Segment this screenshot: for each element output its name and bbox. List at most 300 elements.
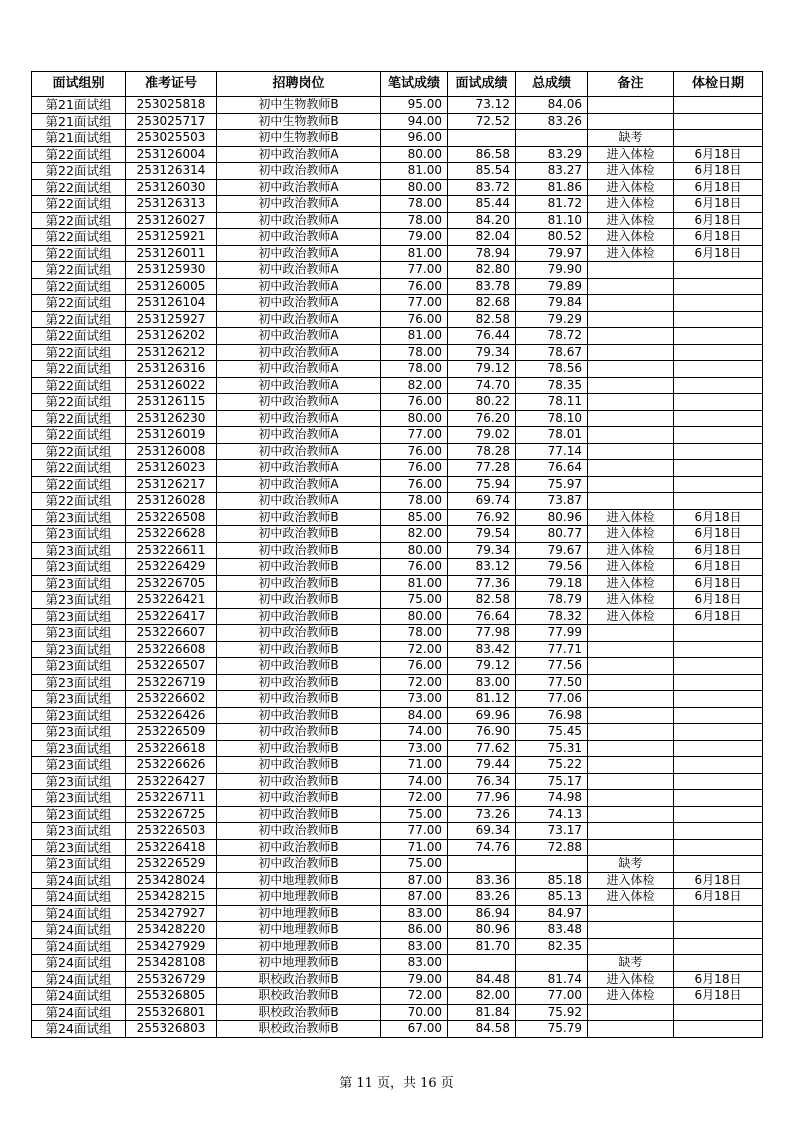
- cell-remark: [588, 806, 674, 823]
- cell-total-score: 72.88: [516, 839, 588, 856]
- cell-interview-group: 第23面试组: [32, 526, 126, 543]
- cell-interview-score: 85.44: [448, 196, 516, 213]
- cell-position: 初中政治教师B: [217, 559, 381, 576]
- cell-interview-score: 69.34: [448, 823, 516, 840]
- cell-position: 初中政治教师B: [217, 806, 381, 823]
- cell-exam-date: 6月18日: [674, 245, 763, 262]
- cell-remark: [588, 938, 674, 955]
- cell-interview-score: 82.58: [448, 592, 516, 609]
- cell-position: 初中政治教师A: [217, 377, 381, 394]
- cell-interview-group: 第23面试组: [32, 790, 126, 807]
- cell-exam-date: [674, 97, 763, 114]
- cell-ticket-number: 253428024: [126, 872, 217, 889]
- cell-ticket-number: 253226418: [126, 839, 217, 856]
- cell-written-score: 82.00: [381, 377, 448, 394]
- table-row: [32, 872, 763, 889]
- cell-written-score: 83.00: [381, 955, 448, 972]
- cell-total-score: 83.48: [516, 922, 588, 939]
- cell-total-score: 81.86: [516, 179, 588, 196]
- cell-total-score: 78.01: [516, 427, 588, 444]
- cell-exam-date: [674, 113, 763, 130]
- cell-total-score: 83.27: [516, 163, 588, 180]
- cell-interview-score: 76.20: [448, 410, 516, 427]
- table-row: [32, 295, 763, 312]
- cell-written-score: 76.00: [381, 559, 448, 576]
- cell-position: 初中政治教师B: [217, 641, 381, 658]
- cell-remark: [588, 443, 674, 460]
- table-row: [32, 988, 763, 1005]
- cell-exam-date: [674, 806, 763, 823]
- cell-total-score: 77.50: [516, 674, 588, 691]
- table-row: [32, 806, 763, 823]
- table-row: [32, 724, 763, 741]
- cell-position: 初中政治教师B: [217, 724, 381, 741]
- cell-interview-group: 第22面试组: [32, 361, 126, 378]
- table-row: [32, 130, 763, 147]
- cell-interview-score: 77.36: [448, 575, 516, 592]
- cell-written-score: 81.00: [381, 575, 448, 592]
- cell-remark: 进入体检: [588, 163, 674, 180]
- cell-interview-group: 第23面试组: [32, 740, 126, 757]
- cell-position: 初中政治教师A: [217, 493, 381, 510]
- table-row: [32, 823, 763, 840]
- cell-interview-score: 86.94: [448, 905, 516, 922]
- cell-exam-date: 6月18日: [674, 559, 763, 576]
- cell-exam-date: [674, 790, 763, 807]
- cell-total-score: 79.56: [516, 559, 588, 576]
- cell-exam-date: 6月18日: [674, 971, 763, 988]
- cell-written-score: 80.00: [381, 542, 448, 559]
- cell-interview-score: 74.76: [448, 839, 516, 856]
- cell-total-score: 77.71: [516, 641, 588, 658]
- cell-exam-date: 6月18日: [674, 229, 763, 246]
- cell-ticket-number: 253226602: [126, 691, 217, 708]
- cell-remark: [588, 311, 674, 328]
- cell-interview-score: 81.12: [448, 691, 516, 708]
- cell-ticket-number: 253226508: [126, 509, 217, 526]
- cell-interview-score: 82.80: [448, 262, 516, 279]
- cell-exam-date: 6月18日: [674, 509, 763, 526]
- cell-position: 职校政治教师B: [217, 988, 381, 1005]
- cell-position: 初中政治教师A: [217, 278, 381, 295]
- cell-written-score: 77.00: [381, 262, 448, 279]
- cell-written-score: 76.00: [381, 311, 448, 328]
- cell-written-score: 81.00: [381, 163, 448, 180]
- cell-written-score: 78.00: [381, 344, 448, 361]
- cell-written-score: 81.00: [381, 328, 448, 345]
- cell-exam-date: [674, 691, 763, 708]
- cell-position: 初中政治教师B: [217, 839, 381, 856]
- cell-total-score: 77.14: [516, 443, 588, 460]
- cell-written-score: 80.00: [381, 410, 448, 427]
- cell-remark: 进入体检: [588, 509, 674, 526]
- cell-written-score: 72.00: [381, 674, 448, 691]
- cell-written-score: 83.00: [381, 938, 448, 955]
- cell-exam-date: 6月18日: [674, 146, 763, 163]
- cell-interview-score: 82.00: [448, 988, 516, 1005]
- cell-written-score: 75.00: [381, 806, 448, 823]
- cell-ticket-number: 253226529: [126, 856, 217, 873]
- cell-position: 初中政治教师B: [217, 526, 381, 543]
- header-row: [32, 72, 763, 97]
- cell-remark: 进入体检: [588, 988, 674, 1005]
- cell-exam-date: 6月18日: [674, 542, 763, 559]
- cell-position: 初中地理教师B: [217, 938, 381, 955]
- cell-written-score: 83.00: [381, 905, 448, 922]
- cell-remark: 进入体检: [588, 559, 674, 576]
- table-row: [32, 427, 763, 444]
- cell-ticket-number: 253226427: [126, 773, 217, 790]
- cell-interview-group: 第24面试组: [32, 872, 126, 889]
- cell-total-score: 73.17: [516, 823, 588, 840]
- cell-interview-group: 第22面试组: [32, 196, 126, 213]
- cell-interview-group: 第22面试组: [32, 262, 126, 279]
- cell-interview-group: 第22面试组: [32, 427, 126, 444]
- cell-written-score: 96.00: [381, 130, 448, 147]
- cell-exam-date: 6月18日: [674, 179, 763, 196]
- cell-interview-group: 第23面试组: [32, 641, 126, 658]
- cell-remark: [588, 724, 674, 741]
- cell-exam-date: [674, 361, 763, 378]
- header-interview-group: 面试组别: [32, 72, 126, 97]
- table-row: [32, 361, 763, 378]
- cell-interview-score: 80.22: [448, 394, 516, 411]
- cell-ticket-number: 253427927: [126, 905, 217, 922]
- cell-position: 初中政治教师B: [217, 823, 381, 840]
- cell-position: 初中生物教师B: [217, 130, 381, 147]
- cell-position: 初中政治教师B: [217, 707, 381, 724]
- table-row: [32, 113, 763, 130]
- cell-written-score: 76.00: [381, 278, 448, 295]
- cell-total-score: 84.97: [516, 905, 588, 922]
- cell-remark: [588, 740, 674, 757]
- cell-position: 初中政治教师B: [217, 542, 381, 559]
- cell-interview-score: [448, 856, 516, 873]
- cell-position: 初中政治教师B: [217, 625, 381, 642]
- cell-interview-group: 第23面试组: [32, 509, 126, 526]
- cell-exam-date: [674, 740, 763, 757]
- table-row: [32, 146, 763, 163]
- table-row: [32, 311, 763, 328]
- cell-total-score: 75.22: [516, 757, 588, 774]
- cell-ticket-number: 255326805: [126, 988, 217, 1005]
- cell-position: 初中政治教师A: [217, 427, 381, 444]
- cell-remark: [588, 823, 674, 840]
- cell-remark: [588, 641, 674, 658]
- cell-ticket-number: 253226628: [126, 526, 217, 543]
- cell-ticket-number: 253226507: [126, 658, 217, 675]
- table-row: [32, 955, 763, 972]
- cell-interview-group: 第22面试组: [32, 493, 126, 510]
- table-row: [32, 262, 763, 279]
- cell-ticket-number: 253126027: [126, 212, 217, 229]
- cell-remark: [588, 427, 674, 444]
- cell-total-score: 78.11: [516, 394, 588, 411]
- cell-ticket-number: 253126212: [126, 344, 217, 361]
- cell-interview-score: 74.70: [448, 377, 516, 394]
- cell-position: 初中政治教师B: [217, 757, 381, 774]
- cell-ticket-number: 253025503: [126, 130, 217, 147]
- cell-written-score: 80.00: [381, 608, 448, 625]
- cell-ticket-number: 253126316: [126, 361, 217, 378]
- table-row: [32, 410, 763, 427]
- cell-ticket-number: 255326803: [126, 1021, 217, 1038]
- cell-interview-group: 第21面试组: [32, 113, 126, 130]
- cell-interview-score: 84.48: [448, 971, 516, 988]
- cell-remark: [588, 262, 674, 279]
- cell-total-score: 77.00: [516, 988, 588, 1005]
- cell-total-score: 78.32: [516, 608, 588, 625]
- cell-remark: 进入体检: [588, 608, 674, 625]
- cell-interview-group: 第23面试组: [32, 724, 126, 741]
- cell-total-score: 79.29: [516, 311, 588, 328]
- cell-position: 初中政治教师B: [217, 790, 381, 807]
- cell-remark: [588, 922, 674, 939]
- cell-interview-group: 第22面试组: [32, 394, 126, 411]
- cell-total-score: [516, 130, 588, 147]
- table-row: [32, 344, 763, 361]
- cell-exam-date: [674, 476, 763, 493]
- cell-interview-score: 79.44: [448, 757, 516, 774]
- cell-ticket-number: 253226503: [126, 823, 217, 840]
- cell-written-score: 67.00: [381, 1021, 448, 1038]
- cell-interview-group: 第22面试组: [32, 460, 126, 477]
- cell-position: 初中政治教师A: [217, 410, 381, 427]
- table-row: [32, 740, 763, 757]
- page-footer: 第 11 页，共 16 页: [339, 1076, 454, 1091]
- table-row: [32, 790, 763, 807]
- cell-remark: [588, 707, 674, 724]
- cell-position: 初中政治教师B: [217, 740, 381, 757]
- cell-position: 初中政治教师B: [217, 592, 381, 609]
- table-row: [32, 707, 763, 724]
- header-remark: 备注: [588, 72, 674, 97]
- cell-position: 初中政治教师B: [217, 575, 381, 592]
- cell-exam-date: 6月18日: [674, 872, 763, 889]
- cell-ticket-number: 253428108: [126, 955, 217, 972]
- cell-exam-date: [674, 839, 763, 856]
- cell-total-score: 75.92: [516, 1004, 588, 1021]
- cell-ticket-number: 253126217: [126, 476, 217, 493]
- cell-written-score: 74.00: [381, 724, 448, 741]
- cell-total-score: 74.98: [516, 790, 588, 807]
- cell-interview-score: 86.58: [448, 146, 516, 163]
- cell-ticket-number: 253025818: [126, 97, 217, 114]
- cell-written-score: 95.00: [381, 97, 448, 114]
- table-row: [32, 691, 763, 708]
- cell-interview-group: 第24面试组: [32, 971, 126, 988]
- cell-ticket-number: 253126008: [126, 443, 217, 460]
- cell-exam-date: [674, 757, 763, 774]
- cell-total-score: 79.67: [516, 542, 588, 559]
- cell-interview-group: 第24面试组: [32, 938, 126, 955]
- cell-ticket-number: 253126023: [126, 460, 217, 477]
- cell-interview-group: 第24面试组: [32, 889, 126, 906]
- cell-interview-score: 81.70: [448, 938, 516, 955]
- cell-total-score: 73.87: [516, 493, 588, 510]
- cell-interview-score: 73.12: [448, 97, 516, 114]
- cell-remark: [588, 493, 674, 510]
- cell-interview-group: 第24面试组: [32, 1021, 126, 1038]
- cell-written-score: 71.00: [381, 757, 448, 774]
- table-row: [32, 476, 763, 493]
- cell-interview-score: 83.42: [448, 641, 516, 658]
- cell-written-score: 78.00: [381, 493, 448, 510]
- cell-interview-group: 第23面试组: [32, 757, 126, 774]
- cell-exam-date: 6月18日: [674, 526, 763, 543]
- table-row: [32, 658, 763, 675]
- cell-position: 职校政治教师B: [217, 1004, 381, 1021]
- cell-exam-date: [674, 130, 763, 147]
- cell-ticket-number: 253226618: [126, 740, 217, 757]
- cell-remark: [588, 344, 674, 361]
- cell-ticket-number: 253226426: [126, 707, 217, 724]
- cell-interview-group: 第21面试组: [32, 130, 126, 147]
- cell-interview-score: 77.96: [448, 790, 516, 807]
- cell-position: 初中政治教师A: [217, 361, 381, 378]
- cell-total-score: 78.79: [516, 592, 588, 609]
- cell-remark: 缺考: [588, 955, 674, 972]
- cell-exam-date: [674, 443, 763, 460]
- table-row: [32, 212, 763, 229]
- cell-remark: 进入体检: [588, 245, 674, 262]
- cell-ticket-number: 253125921: [126, 229, 217, 246]
- cell-ticket-number: 253226611: [126, 542, 217, 559]
- cell-interview-group: 第23面试组: [32, 806, 126, 823]
- cell-written-score: 85.00: [381, 509, 448, 526]
- cell-position: 初中地理教师B: [217, 905, 381, 922]
- cell-interview-score: 84.20: [448, 212, 516, 229]
- header-exam-date: 体检日期: [674, 72, 763, 97]
- table-row: [32, 575, 763, 592]
- cell-total-score: 75.97: [516, 476, 588, 493]
- score-table: [31, 71, 763, 1038]
- cell-exam-date: [674, 658, 763, 675]
- cell-remark: [588, 361, 674, 378]
- cell-remark: [588, 1021, 674, 1038]
- cell-ticket-number: 255326801: [126, 1004, 217, 1021]
- cell-exam-date: [674, 773, 763, 790]
- cell-total-score: 78.56: [516, 361, 588, 378]
- cell-ticket-number: 253226725: [126, 806, 217, 823]
- cell-position: 初中政治教师B: [217, 856, 381, 873]
- cell-remark: 进入体检: [588, 179, 674, 196]
- cell-remark: 进入体检: [588, 212, 674, 229]
- cell-interview-score: 79.34: [448, 344, 516, 361]
- cell-remark: 进入体检: [588, 592, 674, 609]
- cell-interview-group: 第22面试组: [32, 410, 126, 427]
- cell-position: 初中政治教师A: [217, 460, 381, 477]
- cell-position: 初中地理教师B: [217, 955, 381, 972]
- cell-remark: 进入体检: [588, 229, 674, 246]
- cell-ticket-number: 253126022: [126, 377, 217, 394]
- cell-remark: 进入体检: [588, 146, 674, 163]
- cell-written-score: 76.00: [381, 394, 448, 411]
- cell-remark: 缺考: [588, 856, 674, 873]
- cell-interview-score: 82.04: [448, 229, 516, 246]
- table-row: [32, 1004, 763, 1021]
- cell-written-score: 87.00: [381, 889, 448, 906]
- cell-interview-score: 83.26: [448, 889, 516, 906]
- cell-ticket-number: 253126030: [126, 179, 217, 196]
- cell-ticket-number: 253126202: [126, 328, 217, 345]
- cell-remark: [588, 460, 674, 477]
- cell-written-score: 76.00: [381, 658, 448, 675]
- cell-interview-score: [448, 130, 516, 147]
- cell-remark: [588, 757, 674, 774]
- cell-total-score: 81.72: [516, 196, 588, 213]
- cell-remark: [588, 394, 674, 411]
- cell-interview-score: 76.64: [448, 608, 516, 625]
- table-row: [32, 196, 763, 213]
- table-row: [32, 938, 763, 955]
- cell-position: 初中政治教师A: [217, 196, 381, 213]
- cell-ticket-number: 253226607: [126, 625, 217, 642]
- cell-ticket-number: 253126004: [126, 146, 217, 163]
- cell-written-score: 71.00: [381, 839, 448, 856]
- cell-ticket-number: 253226626: [126, 757, 217, 774]
- cell-interview-group: 第23面试组: [32, 625, 126, 642]
- cell-interview-group: 第22面试组: [32, 278, 126, 295]
- table-row: [32, 460, 763, 477]
- cell-interview-group: 第23面试组: [32, 575, 126, 592]
- cell-total-score: 76.64: [516, 460, 588, 477]
- cell-remark: 进入体检: [588, 889, 674, 906]
- table-row: [32, 443, 763, 460]
- cell-total-score: 77.56: [516, 658, 588, 675]
- cell-interview-score: 77.28: [448, 460, 516, 477]
- cell-position: 初中政治教师A: [217, 262, 381, 279]
- cell-remark: 进入体检: [588, 971, 674, 988]
- cell-exam-date: [674, 377, 763, 394]
- cell-exam-date: 6月18日: [674, 212, 763, 229]
- cell-interview-group: 第23面试组: [32, 773, 126, 790]
- header-written-score: 笔试成绩: [381, 72, 448, 97]
- table-row: [32, 971, 763, 988]
- cell-ticket-number: 253126028: [126, 493, 217, 510]
- cell-ticket-number: 253226608: [126, 641, 217, 658]
- cell-written-score: 77.00: [381, 295, 448, 312]
- cell-exam-date: 6月18日: [674, 889, 763, 906]
- cell-total-score: 79.84: [516, 295, 588, 312]
- cell-interview-group: 第22面试组: [32, 146, 126, 163]
- cell-written-score: 74.00: [381, 773, 448, 790]
- cell-remark: [588, 658, 674, 675]
- cell-remark: [588, 691, 674, 708]
- cell-total-score: 75.17: [516, 773, 588, 790]
- cell-interview-score: 76.44: [448, 328, 516, 345]
- cell-interview-group: 第23面试组: [32, 592, 126, 609]
- cell-interview-group: 第24面试组: [32, 922, 126, 939]
- cell-exam-date: [674, 856, 763, 873]
- cell-interview-score: 79.34: [448, 542, 516, 559]
- cell-ticket-number: 253125927: [126, 311, 217, 328]
- cell-interview-score: 83.72: [448, 179, 516, 196]
- cell-total-score: 83.29: [516, 146, 588, 163]
- cell-exam-date: 6月18日: [674, 575, 763, 592]
- cell-exam-date: [674, 493, 763, 510]
- cell-position: 初中地理教师B: [217, 889, 381, 906]
- cell-exam-date: [674, 295, 763, 312]
- cell-remark: [588, 790, 674, 807]
- cell-position: 初中政治教师A: [217, 443, 381, 460]
- cell-interview-group: 第22面试组: [32, 295, 126, 312]
- cell-interview-group: 第24面试组: [32, 1004, 126, 1021]
- cell-remark: 缺考: [588, 130, 674, 147]
- cell-remark: 进入体检: [588, 575, 674, 592]
- table-row: [32, 608, 763, 625]
- cell-interview-score: 72.52: [448, 113, 516, 130]
